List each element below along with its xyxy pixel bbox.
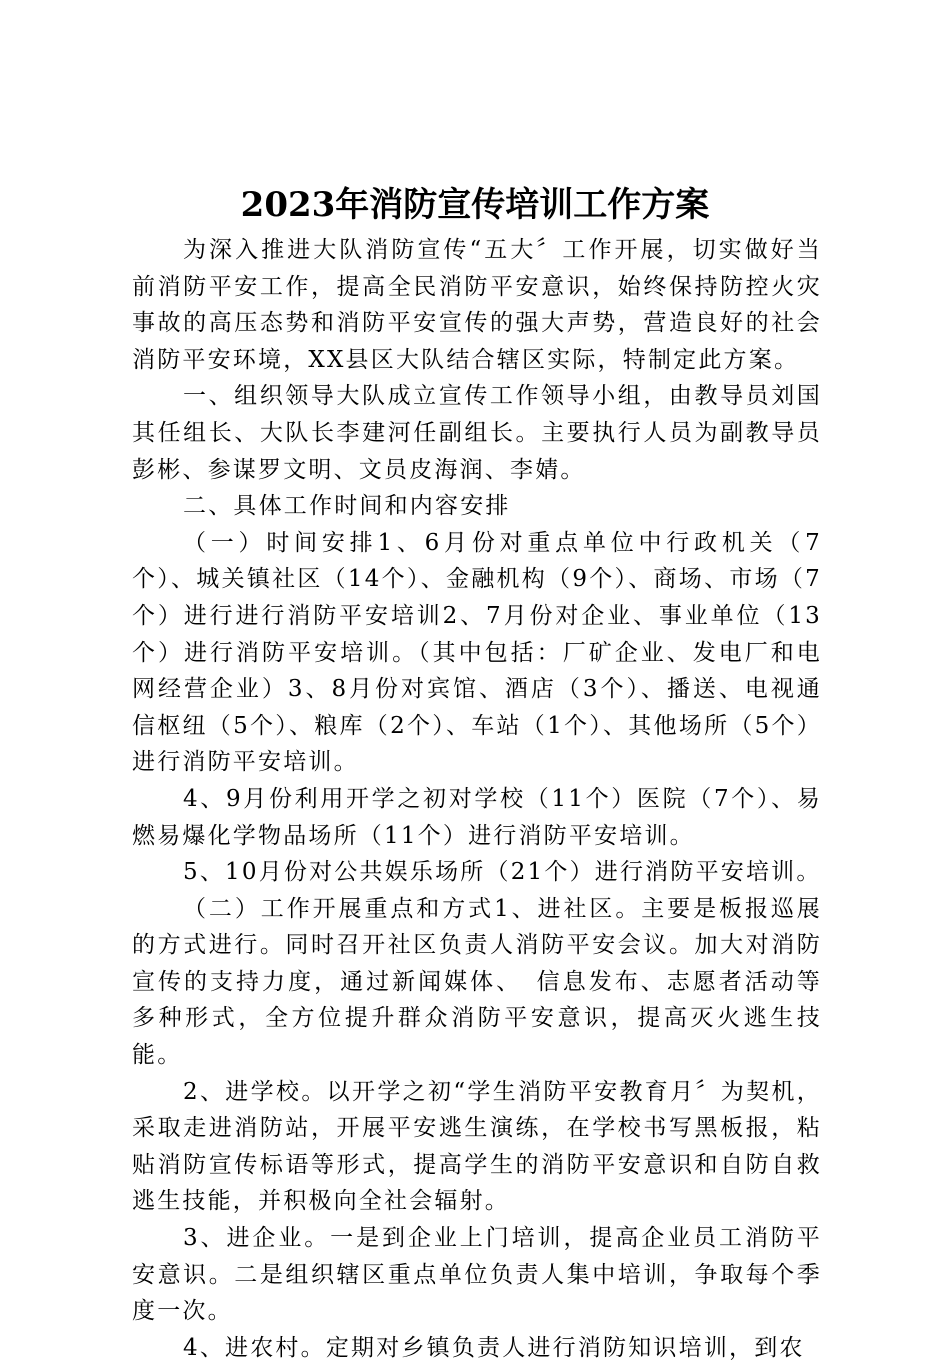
enterprise-paragraph: 3、进企业。一是到企业上门培训，提高企业员工消防平安意识。二是组织辖区重点单位负责人集中培训，争取每个季度一次。 <box>132 1225 822 1325</box>
document-body <box>132 232 822 1366</box>
community-paragraph: （二）工作开展重点和方式1、进社区。主要是板报巡展的方式进行。同时召开社区负责人消防平安会议。加大对消防宣传的支持力度，通过新闻媒体、 信息发布、志愿者活动等多种形式，全方位提升群众消防平安意识，提高灭火逃生技能。 <box>132 895 822 1069</box>
september-paragraph: 4、9月份利用开学之初对学校（11个）医院（7个）、易燃易爆化学物品场所（11个）进行消防平安培训。 <box>132 785 822 849</box>
october-paragraph: 5、10月份对公共娱乐场所（21个）进行消防平安培训。 <box>183 859 822 886</box>
document-title: 2023年消防宣传培训工作方案 <box>240 185 710 225</box>
village-paragraph: 4、进农村。定期对乡镇负责人进行消防知识培训，到农 <box>183 1334 805 1361</box>
organization-paragraph: 一、组织领导大队成立宣传工作领导小组，由教导员刘国其任组长、大队长李建河任副组长。主要执行人员为副教导员彭彬、参谋罗文明、文员皮海润、李婧。 <box>132 383 822 483</box>
section-heading-schedule: 二、具体工作时间和内容安排 <box>183 493 511 520</box>
time-schedule-paragraph: （一）时间安排1、6月份对重点单位中行政机关（7个）、城关镇社区（14个）、金融机构（9个）、商场、市场（7个）进行进行消防平安培训2、7月份对企业、事业单位（13个）进行消防平安培训。（其中包括：厂矿企业、发电厂和电网经营企业）3、8月份对宾馆、酒店（3个）、播送、电视通信枢纽（5个）、粮库（2个）、车站（1个）、其他场所（5个）进行消防平安培训。 <box>132 529 822 776</box>
intro-paragraph: 为深入推进大队消防宣传“五大〞工作开展，切实做好当前消防平安工作，提高全民消防平安意识，始终保持防控火灾事故的高压态势和消防平安宣传的强大声势，营造良好的社会消防平安环境，XX县区大队结合辖区实际，特制定此方案。 <box>132 237 822 373</box>
school-paragraph: 2、进学校。以开学之初“学生消防平安教育月〞为契机，采取走进消防站，开展平安逃生演练，在学校书写黑板报，粘贴消防宣传标语等形式，提高学生的消防平安意识和自防自救逃生技能，并积极向全社会辐射。 <box>132 1078 822 1215</box>
